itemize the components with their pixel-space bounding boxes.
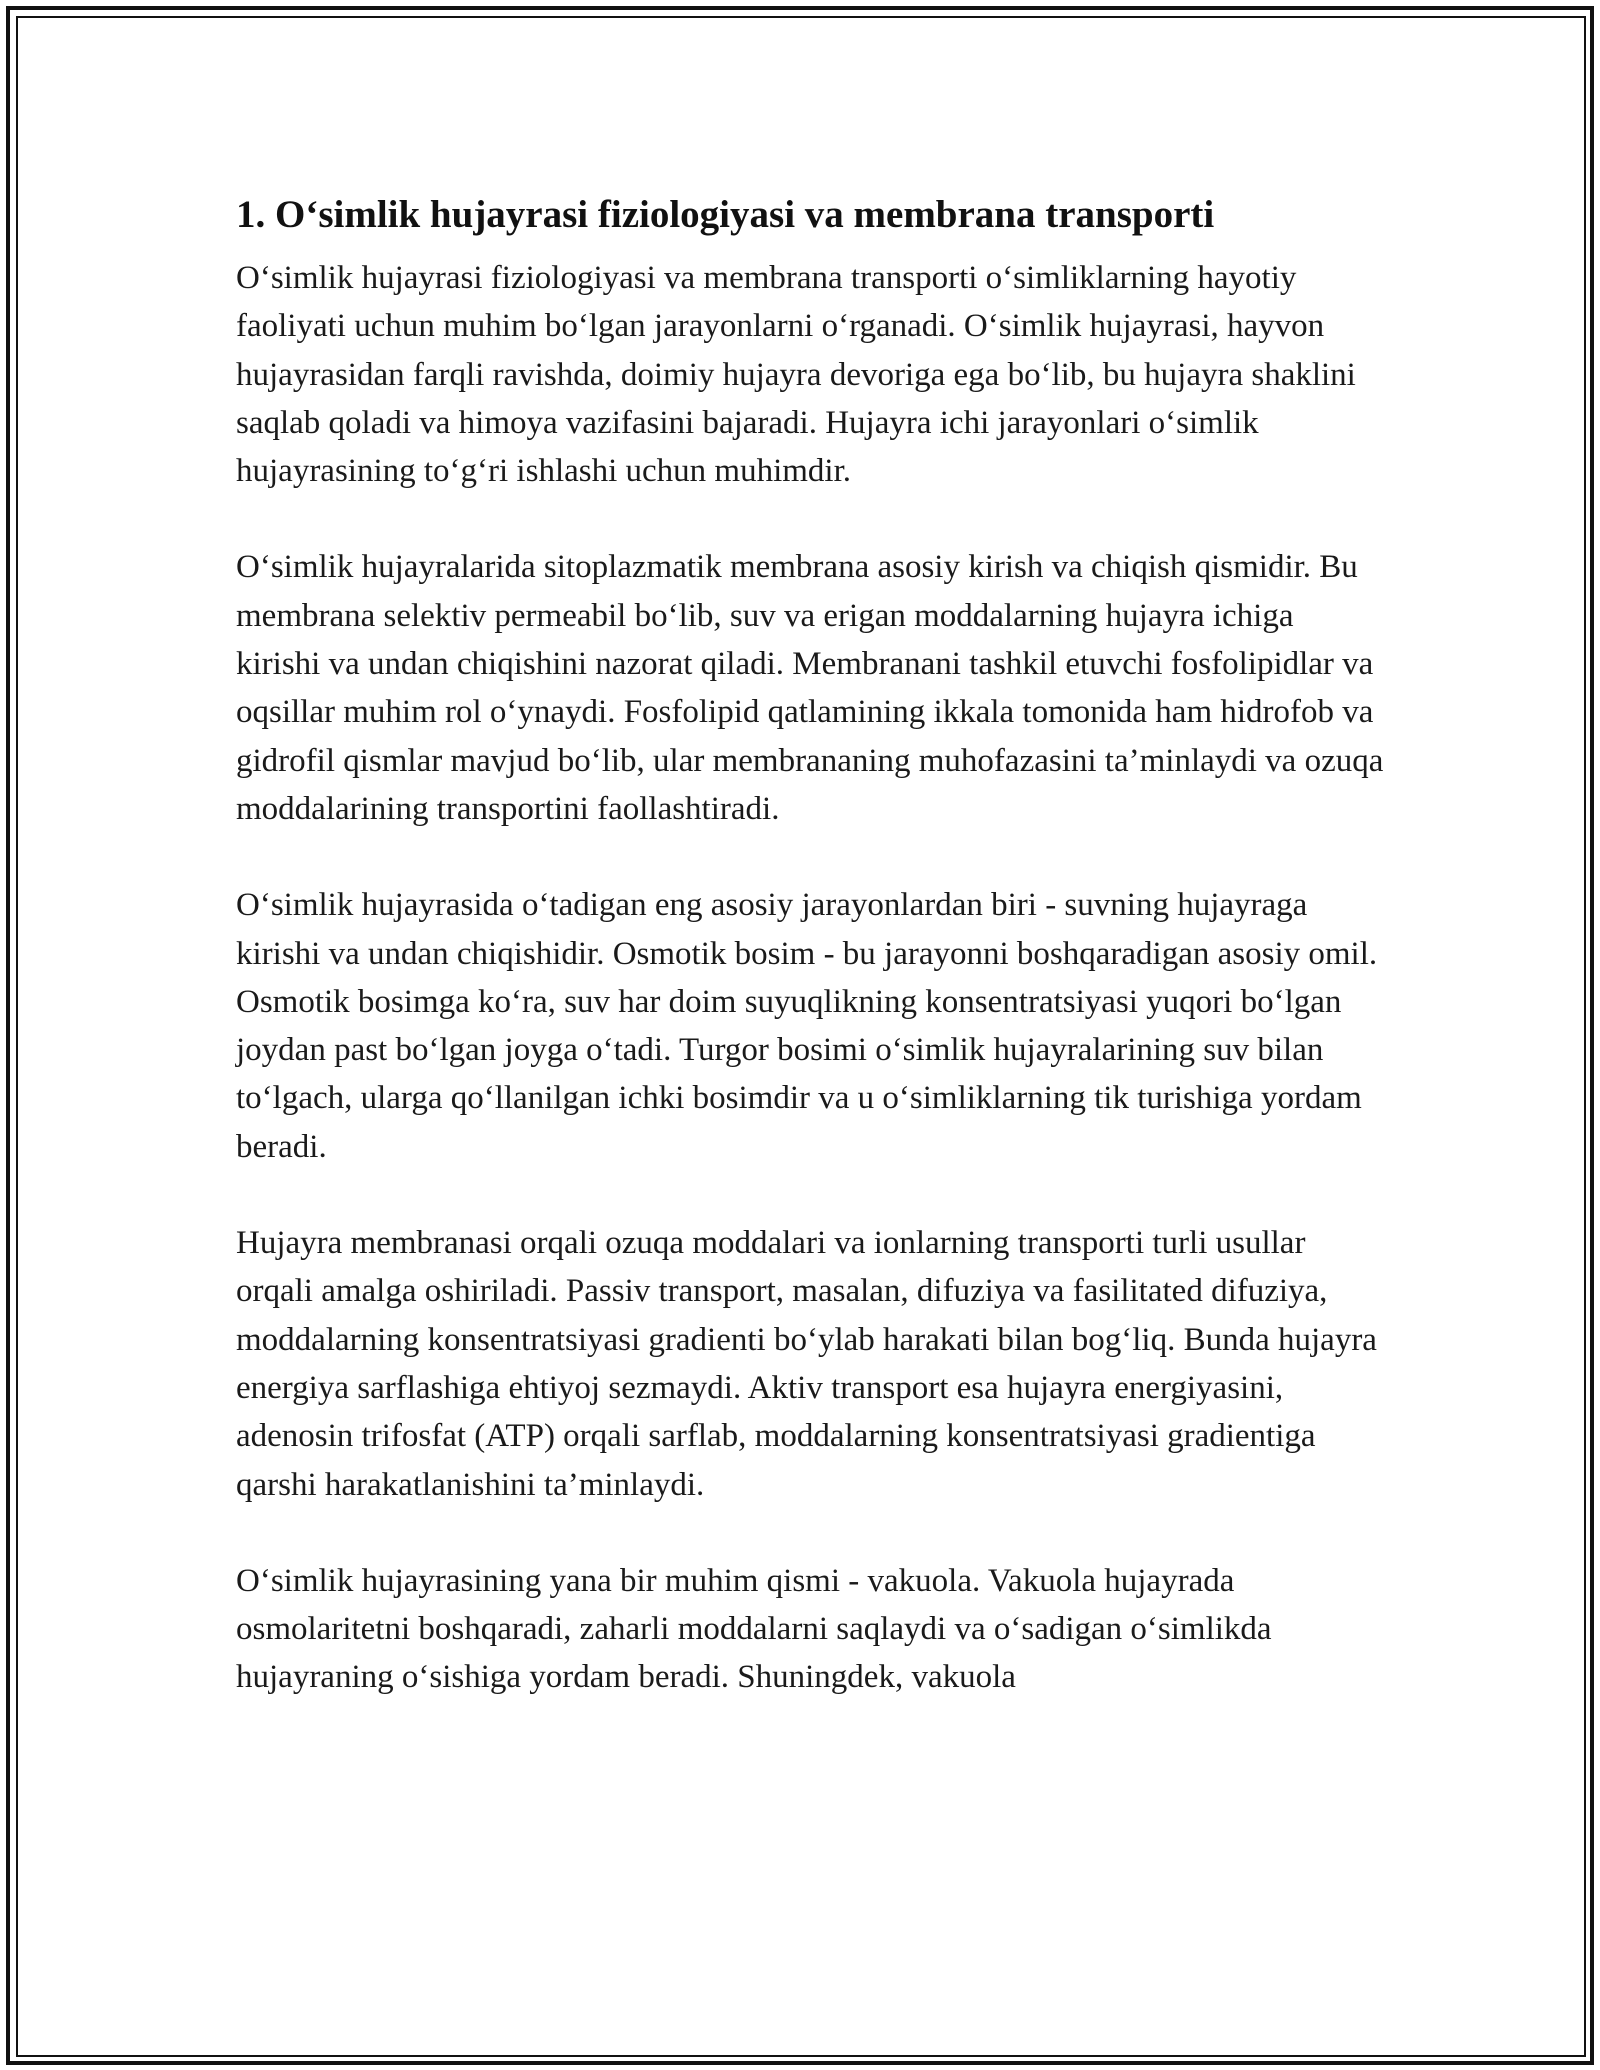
section-heading: 1. O‘simlik hujayrasi fiziologiyasi va membrana transporti: [236, 193, 1215, 236]
paragraph: O‘simlik hujayrasi fiziologiyasi va membrana transporti o‘simliklarning hayotiy faoliyati uchun muhim bo‘lgan jarayonlarni o‘rganadi. O‘simlik hujayrasi, hayvon hujayrasidan farqli ravishda, doimiy hujayra devoriga ega bo‘lib, bu hujayra shaklini saqlab qoladi va himoya vazifasini bajaradi. Hujayra ichi jarayonlari o‘simlik hujayrasining to‘g‘ri ishlashi uchun muhimdir.: [236, 260, 1356, 490]
document-body: [236, 180, 1386, 1750]
paragraph: O‘simlik hujayralarida sitoplazmatik membrana asosiy kirish va chiqish qismidir. Bu membrana selektiv permeabil bo‘lib, suv va erigan moddalarning hujayra ichiga kirishi va undan chiqishini nazorat qiladi. Membranani tashkil etuvchi fosfolipidlar va oqsillar muhim rol o‘ynaydi. Fosfolipid qatlamining ikkala tomonida ham hidrofob va gidrofil qismlar mavjud bo‘lib, ular membrananing muhofazasini ta’minlaydi va ozuqa moddalarining transportini faollashtiradi.: [236, 549, 1384, 827]
paragraph: O‘simlik hujayrasining yana bir muhim qismi - vakuola. Vakuola hujayrada osmolaritetni boshqaradi, zaharli moddalarni saqlaydi va o‘sadigan o‘simlikda hujayraning o‘sishiga yordam beradi. Shuningdek, vakuola: [236, 1562, 1272, 1696]
paragraph: O‘simlik hujayrasida o‘tadigan eng asosiy jarayonlardan biri - suvning hujayraga kirishi va undan chiqishidir. Osmotik bosim - bu jarayonni boshqaradigan asosiy omil. Osmotik bosimga ko‘ra, suv har doim suyuqlikning konsentratsiyasi yuqori bo‘lgan joydan past bo‘lgan joyga o‘tadi. Turgor bosimi o‘simlik hujayralarining suv bilan to‘lgach, ularga qo‘llanilgan ichki bosimdir va u o‘simliklarning tik turishiga yordam beradi.: [236, 887, 1378, 1165]
paragraph: Hujayra membranasi orqali ozuqa moddalari va ionlarning transporti turli usullar orqali amalga oshiriladi. Passiv transport, masalan, difuziya va fasilitated difuziya, moddalarning konsentratsiyasi gradienti bo‘ylab harakati bilan bog‘liq. Bunda hujayra energiya sarflashiga ehtiyoj sezmaydi. Aktiv transport esa hujayra energiyasini, adenosin trifosfat (ATP) orqali sarflab, moddalarning konsentratsiyasi gradientiga qarshi harakatlanishini ta’minlaydi.: [236, 1225, 1377, 1503]
